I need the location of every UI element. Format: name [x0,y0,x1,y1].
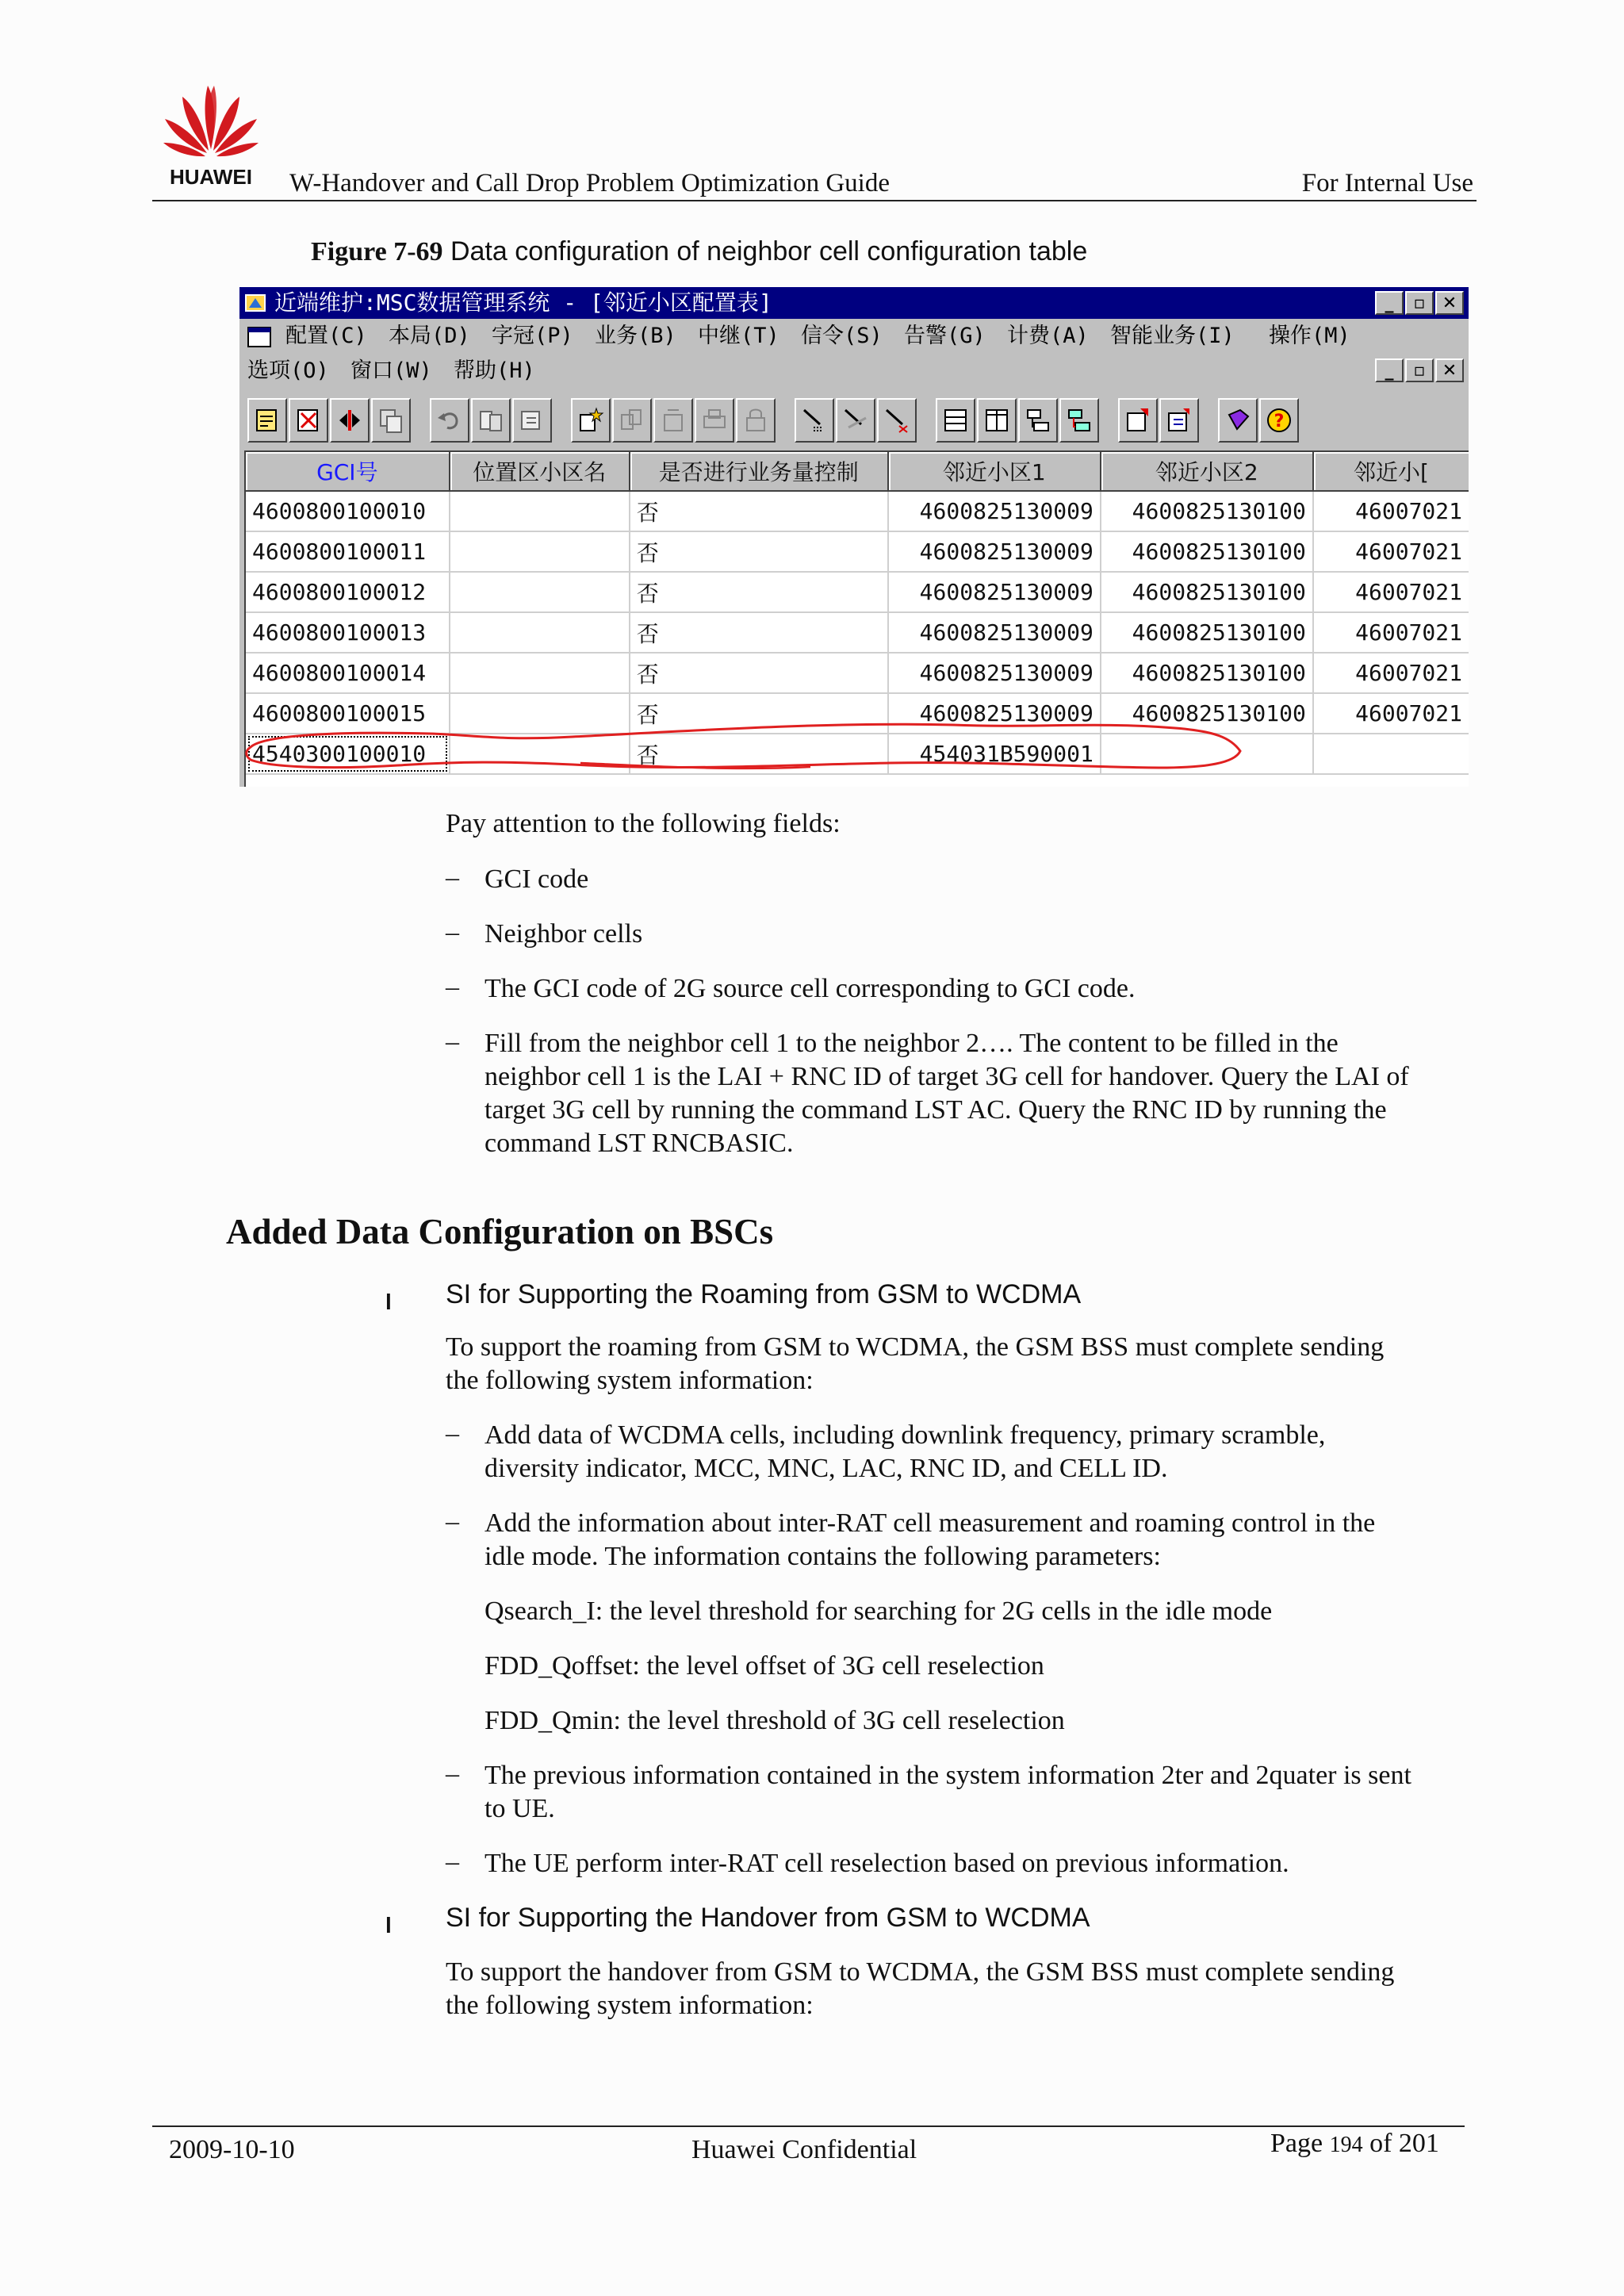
tool-find-button[interactable] [795,398,834,443]
new-record-icon [577,407,604,434]
tool-edit-button[interactable] [247,398,287,443]
replace-icon [883,407,910,434]
bullet-marker: l [385,1913,392,1938]
document-title: W-Handover and Call Drop Problem Optimization Guide [289,169,891,197]
find-icon [801,407,828,434]
list-dash: – [446,1759,459,1788]
fields-intro: Pay attention to the following fields: [446,809,841,838]
table-header-row [246,452,1469,491]
cell-neighbor-3[interactable]: 46007021 [1313,693,1469,734]
tool-book-button[interactable] [1218,398,1258,443]
menu-service[interactable]: 业务(B) [595,324,676,348]
roaming-item-measurement [485,1507,1375,1573]
minimize-button[interactable]: _ [1375,291,1404,315]
table-row[interactable] [246,653,1469,693]
cell-gci[interactable]: 4600800100012 [246,572,450,612]
list-dash: – [446,918,459,947]
footer-date: 2009-10-10 [169,2135,295,2164]
page-current: 194 [1329,2133,1363,2157]
window-title-bar [239,287,1469,319]
link-icon [619,407,645,434]
tool-view-columns-button[interactable] [977,398,1017,443]
embedded-screenshot [239,287,1469,787]
tool-open-button[interactable] [653,398,693,443]
roaming-item-system-info [485,1759,1411,1826]
tool-new-button[interactable] [571,398,611,443]
section-heading: Added Data Configuration on BSCs [226,1212,774,1251]
column-header-neighbor-2[interactable]: 邻近小区2 [1101,452,1313,491]
cell-location-area[interactable] [450,491,630,531]
tool-split-button[interactable] [330,398,370,443]
cell-neighbor-3[interactable]: 46007021 [1313,653,1469,693]
cell-traffic-control[interactable]: 否 [630,612,888,653]
cell-location-area[interactable] [450,734,630,774]
logo-wordmark: HUAWEI [170,165,252,189]
cell-neighbor-1[interactable]: 4600825130009 [888,653,1101,693]
copy-icon [377,407,404,434]
menu-help[interactable]: 帮助(H) [454,358,535,383]
bullet-marker: l [385,1290,392,1314]
cell-location-area[interactable] [450,531,630,572]
menu-options[interactable]: 选项(O) [247,358,329,383]
cell-traffic-control[interactable]: 否 [630,491,888,531]
tool-filter-button[interactable] [836,398,875,443]
field-gci-code: GCI code [485,864,589,894]
book-icon [1224,407,1251,434]
page-total: of 201 [1362,2129,1439,2158]
cell-neighbor-2[interactable]: 4600825130100 [1101,612,1313,653]
network-icon [1066,407,1093,434]
list-dash: – [446,1847,459,1876]
cell-neighbor-3[interactable] [1313,734,1469,774]
settings-icon [1166,407,1193,434]
undo-icon [436,407,463,434]
roaming-item-wcdma-cells [485,1419,1325,1485]
cell-neighbor-1[interactable]: 4600825130009 [888,531,1101,572]
toolbar [239,392,1469,449]
lock-icon [742,407,769,434]
edit-icon [254,407,281,434]
cell-gci[interactable]: 4600800100011 [246,531,450,572]
tool-print-button[interactable] [695,398,734,443]
cell-location-area[interactable] [450,653,630,693]
delete-icon [295,407,322,434]
param-fdd-qoffset: FDD_Qoffset: the level offset of 3G cell reselection [485,1651,1044,1681]
text-line: diversity indicator, MCC, MNC, LAC, RNC ID, and CELL ID. [485,1454,1168,1483]
tool-delete-button[interactable] [289,398,328,443]
cell-neighbor-1[interactable]: 4600825130009 [888,693,1101,734]
help-icon [1266,407,1293,434]
classification-label: For Internal Use [1301,169,1473,197]
cell-gci[interactable]: 4600800100015 [246,693,450,734]
menu-bar-secondary [239,354,1469,389]
cell-neighbor-2[interactable]: 4600825130100 [1101,572,1313,612]
cell-neighbor-2[interactable]: 4600825130100 [1101,693,1313,734]
cell-traffic-control[interactable]: 否 [630,531,888,572]
svg-text:?: ? [1274,412,1285,431]
text-line: To support the handover from GSM to WCDMA, the GSM BSS must complete sending [446,1957,1395,1987]
menu-billing[interactable]: 计费(A) [1007,324,1089,348]
footer-confidential: Huawei Confidential [691,2135,917,2164]
tool-tree-button[interactable] [1018,398,1058,443]
neighbor-cell-table [246,452,1469,775]
tool-settings-button[interactable] [1159,398,1199,443]
column-header-traffic-control[interactable]: 是否进行业务量控制 [630,452,888,491]
cell-neighbor-2[interactable] [1101,734,1313,774]
text-line: neighbor cell 1 is the LAI + RNC ID of target 3G cell for handover. Query the LAI of [485,1062,1409,1091]
table-row[interactable] [246,531,1469,572]
text-line: To support the roaming from GSM to WCDMA, the GSM BSS must complete sending [446,1332,1385,1362]
tool-lock-button[interactable] [736,398,776,443]
cell-location-area[interactable] [450,693,630,734]
cell-neighbor-1[interactable]: 4600825130009 [888,612,1101,653]
cell-gci[interactable]: 4600800100013 [246,612,450,653]
list-dash: – [446,1419,459,1448]
cell-neighbor-3[interactable]: 46007021 [1313,531,1469,572]
list-view-icon [942,407,969,434]
tool-replace-button[interactable] [877,398,917,443]
column-header-neighbor-3[interactable]: 邻近小[ [1313,452,1469,491]
document-icon [247,327,271,347]
list-dash: – [446,1507,459,1536]
cell-neighbor-3[interactable]: 46007021 [1313,612,1469,653]
tool-view-list-button[interactable] [936,398,975,443]
menu-alarm[interactable]: 告警(G) [904,324,986,348]
table-row[interactable] [246,491,1469,531]
cell-traffic-control[interactable]: 否 [630,693,888,734]
app-icon [244,292,266,314]
list-dash: – [446,972,459,1002]
footer-rule [152,2125,1465,2127]
tool-link-button[interactable] [612,398,652,443]
cell-location-area[interactable] [450,612,630,653]
tool-properties-button[interactable] [1118,398,1158,443]
subsection-title-handover: SI for Supporting the Handover from GSM to WCDMA [446,1903,1090,1933]
table-row[interactable] [246,693,1469,734]
field-source-cell: The GCI code of 2G source cell corresponding to GCI code. [485,974,1136,1003]
child-restore-button[interactable]: ▫ [1405,358,1434,382]
text-line: the following system information: [446,1991,814,2020]
cell-neighbor-1[interactable]: 4600825130009 [888,572,1101,612]
cell-traffic-control[interactable]: 否 [630,734,888,774]
export-icon [519,407,546,434]
text-line: target 3G cell by running the command LST AC. Query the RNC ID by running the [485,1095,1387,1125]
import-icon [477,407,504,434]
roaming-intro [446,1331,1384,1397]
text-line: Fill from the neighbor cell 1 to the neighbor 2…. The content to be filled in the [485,1029,1339,1058]
text-line: idle mode. The information contains the following parameters: [485,1542,1161,1571]
param-fdd-qmin: FDD_Qmin: the level threshold of 3G cell reselection [485,1706,1065,1735]
tree-view-icon [1025,407,1051,434]
list-dash: – [446,863,459,892]
menu-prefix[interactable]: 字冠(P) [492,324,573,348]
menu-intelligent-service[interactable]: 智能业务(I) [1110,324,1235,348]
column-header-neighbor-1[interactable]: 邻近小区1 [888,452,1101,491]
huawei-logo [159,79,263,194]
tool-undo-button[interactable] [430,398,469,443]
cell-neighbor-2[interactable]: 4600825130100 [1101,491,1313,531]
cell-neighbor-2[interactable]: 4600825130100 [1101,653,1313,693]
header-rule [152,200,1477,201]
figure-caption-text: Data configuration of neighbor cell configuration table [442,236,1088,266]
field-fill-neighbor [485,1027,1409,1160]
menu-bar [239,319,1469,354]
tool-help-button[interactable] [1259,398,1299,443]
column-header-location-area[interactable]: 位置区小区名 [450,452,630,491]
tool-copy-button[interactable] [371,398,411,443]
subsection-title-roaming: SI for Supporting the Roaming from GSM to WCDMA [446,1279,1082,1309]
cell-neighbor-3[interactable]: 46007021 [1313,491,1469,531]
menu-signaling[interactable]: 信令(S) [801,324,883,348]
field-neighbor-cells: Neighbor cells [485,919,643,949]
roaming-item-reselection: The UE perform inter-RAT cell reselection based on previous information. [485,1849,1289,1878]
restore-button[interactable]: ▫ [1405,291,1434,315]
columns-view-icon [983,407,1010,434]
cell-gci[interactable]: 4600800100014 [246,653,450,693]
cell-neighbor-1[interactable]: 4600825130009 [888,491,1101,531]
properties-icon [1124,407,1151,434]
menu-operation[interactable]: 操作(M) [1269,324,1350,348]
figure-label: Figure 7-69 [311,237,443,266]
text-line: Add the information about inter-RAT cell measurement and roaming control in the [485,1508,1376,1538]
text-line: the following system information: [446,1366,814,1395]
table-row-highlighted[interactable] [246,734,1469,774]
tool-network-button[interactable] [1059,398,1099,443]
text-line: to UE. [485,1794,555,1823]
cell-neighbor-3[interactable]: 46007021 [1313,572,1469,612]
table-row[interactable] [246,572,1469,612]
tool-export-button[interactable] [512,398,552,443]
cell-neighbor-1[interactable]: 454031B590001 [888,734,1101,774]
list-dash: – [446,1027,459,1056]
close-button[interactable]: ✕ [1435,291,1464,315]
print-icon [701,407,728,434]
column-header-gci[interactable]: GCI号 [246,452,450,491]
cell-gci[interactable]: 4540300100010 [246,734,450,774]
handover-intro [446,1956,1394,2022]
open-icon [660,407,687,434]
cell-traffic-control[interactable]: 否 [630,572,888,612]
window-title: 近端维护:MSC数据管理系统 - [邻近小区配置表] [274,289,772,316]
text-line: The previous information contained in the system information 2ter and 2quater is sent [485,1761,1411,1790]
menu-window[interactable]: 窗口(W) [350,358,432,383]
figure-caption [311,236,1087,267]
tool-import-button[interactable] [471,398,511,443]
cell-gci[interactable]: 4600800100010 [246,491,450,531]
text-line: command LST RNCBASIC. [485,1129,794,1158]
split-icon [336,407,363,434]
page-number [1270,2129,1439,2159]
filter-icon [842,407,869,434]
text-line: Add data of WCDMA cells, including downlink frequency, primary scramble, [485,1420,1326,1450]
param-qsearch: Qsearch_I: the level threshold for searching for 2G cells in the idle mode [485,1596,1273,1626]
page-prefix: Page [1270,2129,1330,2158]
cell-traffic-control[interactable]: 否 [630,653,888,693]
child-close-button[interactable]: ✕ [1435,358,1464,382]
cell-location-area[interactable] [450,572,630,612]
neighbor-cell-grid [244,450,1469,787]
menu-trunk[interactable]: 中继(T) [698,324,779,348]
table-row[interactable] [246,612,1469,653]
menu-config[interactable]: 配置(C) [285,324,367,348]
cell-neighbor-2[interactable]: 4600825130100 [1101,531,1313,572]
menu-local-office[interactable]: 本局(D) [389,324,470,348]
child-minimize-button[interactable]: _ [1375,358,1404,382]
